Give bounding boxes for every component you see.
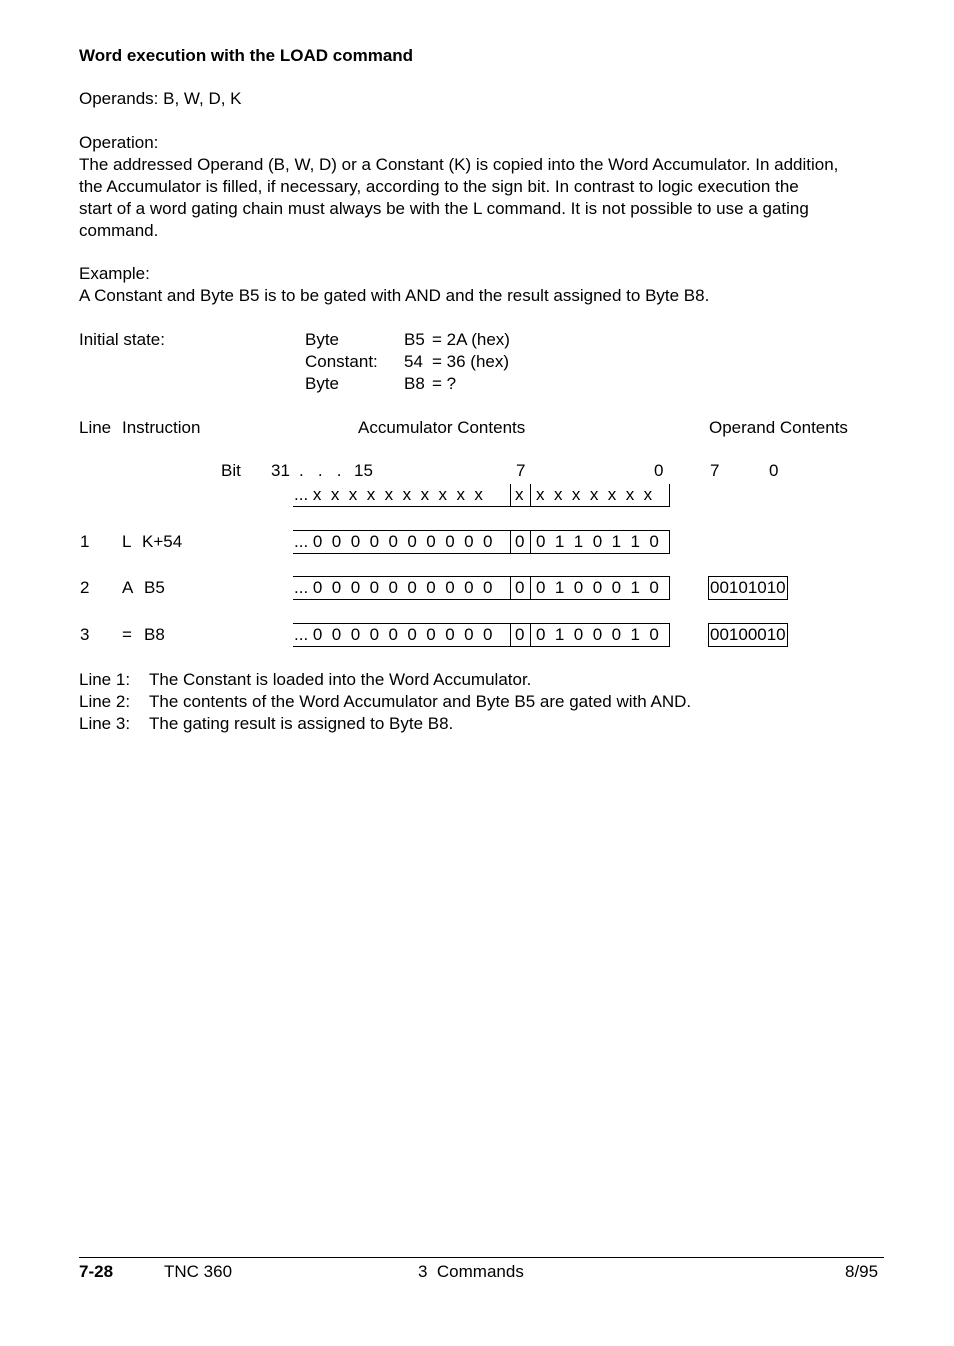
operand-box-row-2: 00101010 bbox=[708, 576, 788, 600]
accumulator-high-bits: ... 0 0 0 0 0 0 0 0 0 0 bbox=[294, 578, 493, 597]
operation-text-line-3: start of a word gating chain must always be with the L command. It is not possible to use a gating bbox=[79, 199, 809, 218]
footer-page-number: 7-28 bbox=[79, 1262, 114, 1281]
row-line-number: 2 bbox=[80, 578, 90, 597]
initial-state-kind: Byte bbox=[305, 330, 340, 349]
footer-chapter: 3 Commands bbox=[418, 1262, 524, 1281]
divider bbox=[510, 484, 511, 507]
note-label: Line 2: bbox=[79, 692, 131, 711]
example-label: Example: bbox=[79, 264, 150, 283]
note-label: Line 3: bbox=[79, 714, 131, 733]
initial-state-value: = 2A (hex) bbox=[432, 330, 510, 349]
accumulator-high-bits: ... 0 0 0 0 0 0 0 0 0 0 bbox=[294, 532, 493, 551]
row-line-number: 3 bbox=[80, 625, 90, 644]
initial-state-label: Initial state: bbox=[79, 330, 165, 349]
initial-state-value: = ? bbox=[432, 374, 457, 393]
footer-product: TNC 360 bbox=[164, 1262, 233, 1281]
accumulator-bit-8: 0 bbox=[515, 625, 525, 644]
divider bbox=[530, 577, 531, 599]
section-heading: Word execution with the LOAD command bbox=[79, 46, 414, 65]
initial-state-value: = 36 (hex) bbox=[432, 352, 510, 371]
accumulator-bit-8: 0 bbox=[515, 532, 525, 551]
accumulator-bit-8: 0 bbox=[515, 578, 525, 597]
divider bbox=[510, 624, 511, 646]
operation-text-line-4: command. bbox=[79, 221, 159, 240]
accumulator-low-byte: 0 1 1 0 1 1 0 bbox=[536, 532, 659, 551]
operands-line: Operands: B, W, D, K bbox=[79, 89, 242, 108]
initial-state-kind: Constant: bbox=[305, 352, 378, 371]
accumulator-row-3 bbox=[293, 623, 670, 647]
header-line: Line bbox=[79, 418, 112, 437]
divider bbox=[530, 484, 531, 507]
bit-31: 31 bbox=[271, 461, 290, 480]
footer-rule bbox=[79, 1257, 884, 1258]
header-instruction: Instruction bbox=[122, 418, 201, 437]
operation-label: Operation: bbox=[79, 133, 159, 152]
row-line-number: 1 bbox=[80, 532, 90, 551]
note-label: Line 1: bbox=[79, 670, 131, 689]
accumulator-high-bits: ... x x x x x x x x x x bbox=[294, 485, 483, 504]
accumulator-row-1 bbox=[293, 530, 670, 554]
footer-date: 8/95 bbox=[845, 1262, 879, 1281]
example-text: A Constant and Byte B5 is to be gated with AND and the result assigned to Byte B8. bbox=[79, 286, 710, 305]
initial-state-name: B5 bbox=[404, 330, 425, 349]
divider bbox=[530, 531, 531, 553]
divider bbox=[510, 531, 511, 553]
row-arg: B5 bbox=[144, 578, 165, 597]
note-text: The Constant is loaded into the Word Accumulator. bbox=[149, 670, 532, 689]
accumulator-low-byte: x x x x x x x bbox=[536, 485, 653, 504]
bit-7: 7 bbox=[516, 461, 526, 480]
bit-0: 0 bbox=[654, 461, 664, 480]
note-text: The gating result is assigned to Byte B8. bbox=[149, 714, 454, 733]
operation-text-line-2: the Accumulator is filled, if necessary, according to the sign bit. In contrast to logic execution the bbox=[79, 177, 799, 196]
accumulator-template bbox=[293, 484, 670, 507]
initial-state-kind: Byte bbox=[305, 374, 340, 393]
row-op: = bbox=[122, 625, 132, 644]
row-op: L bbox=[122, 532, 132, 551]
accumulator-low-byte: 0 1 0 0 0 1 0 bbox=[536, 578, 659, 597]
accumulator-high-bits: ... 0 0 0 0 0 0 0 0 0 0 bbox=[294, 625, 493, 644]
operation-text-line-1: The addressed Operand (B, W, D) or a Constant (K) is copied into the Word Accumulator. In addition, bbox=[79, 155, 839, 174]
row-arg: B8 bbox=[144, 625, 165, 644]
accumulator-bit-8: x bbox=[515, 485, 524, 504]
divider bbox=[510, 577, 511, 599]
row-op: A bbox=[122, 578, 134, 597]
bit-dots: . . . bbox=[299, 461, 342, 480]
bit-15: 15 bbox=[354, 461, 373, 480]
operand-box-row-3: 00100010 bbox=[708, 623, 788, 647]
header-accumulator: Accumulator Contents bbox=[358, 418, 526, 437]
initial-state-name: 54 bbox=[404, 352, 423, 371]
row-arg: K+54 bbox=[142, 532, 183, 551]
accumulator-low-byte: 0 1 0 0 0 1 0 bbox=[536, 625, 659, 644]
divider bbox=[530, 624, 531, 646]
header-operand: Operand Contents bbox=[709, 418, 848, 437]
bit-label: Bit bbox=[221, 461, 241, 480]
note-text: The contents of the Word Accumulator and Byte B5 are gated with AND. bbox=[149, 692, 692, 711]
operand-bit-0: 0 bbox=[769, 461, 779, 480]
operand-bit-7: 7 bbox=[710, 461, 720, 480]
initial-state-name: B8 bbox=[404, 374, 425, 393]
accumulator-row-2 bbox=[293, 576, 670, 600]
